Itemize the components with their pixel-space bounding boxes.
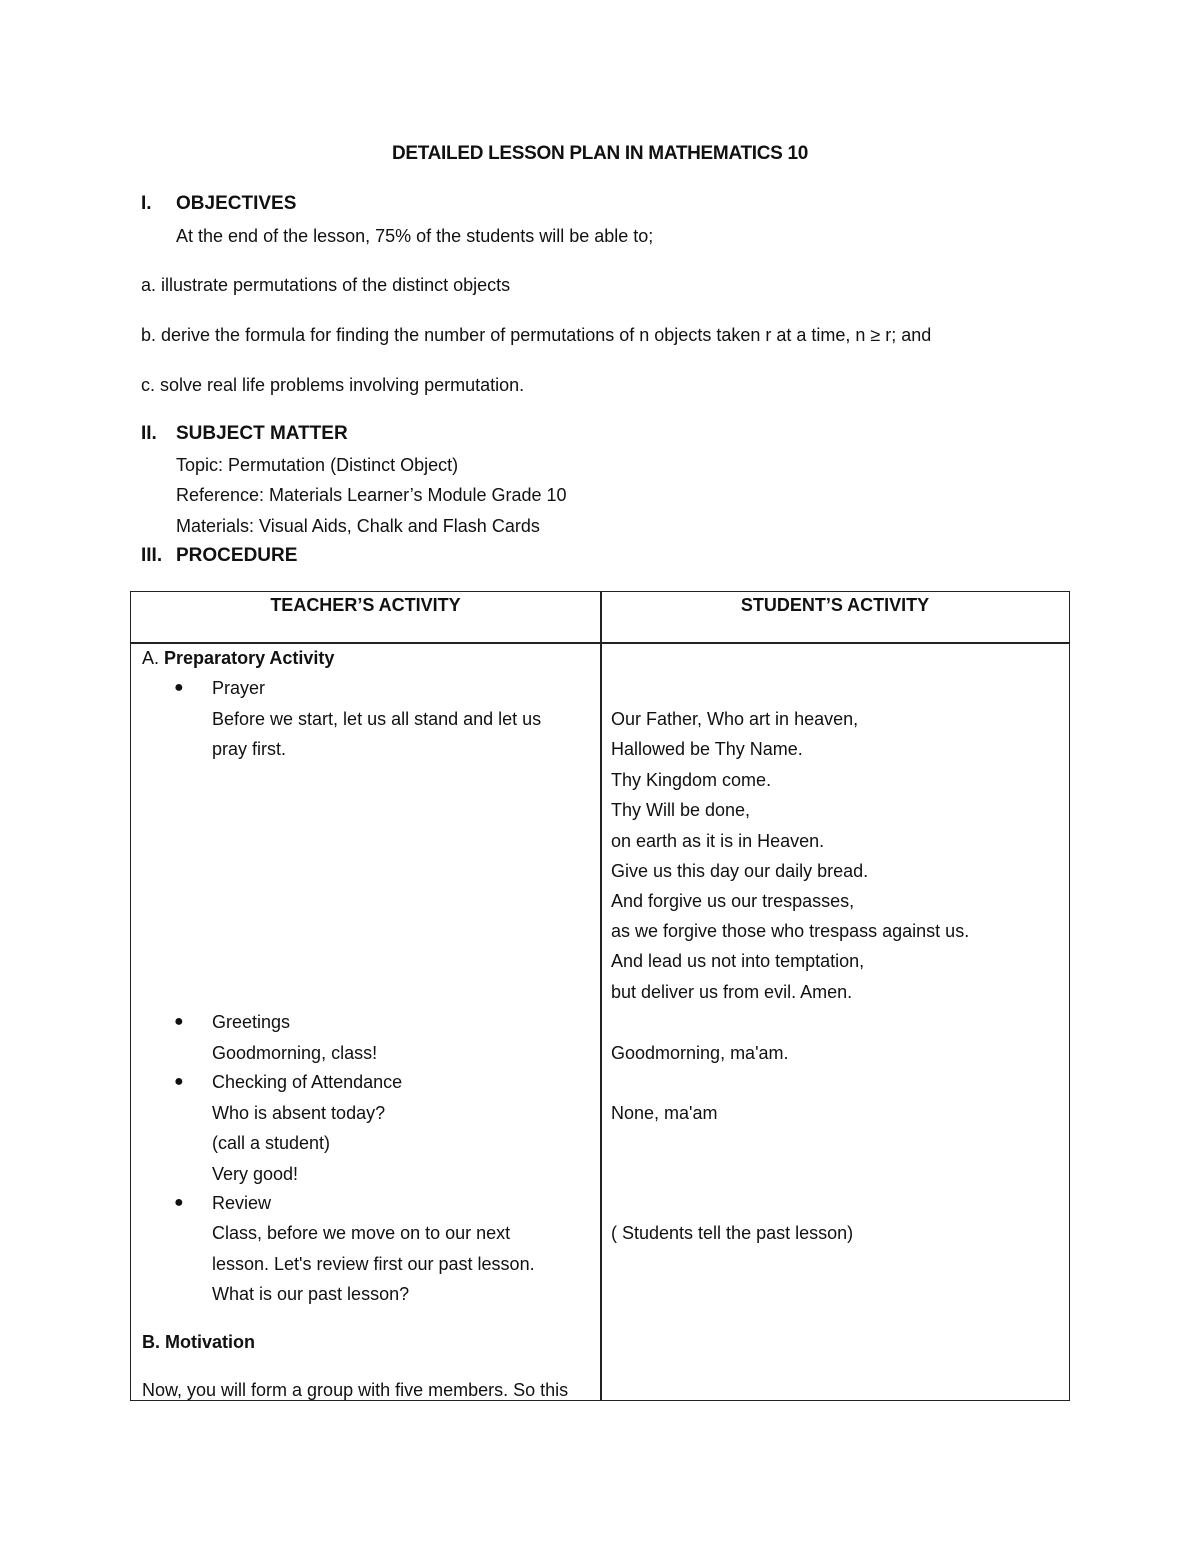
student-line: And lead us not into temptation,: [611, 951, 865, 971]
procedure-table: [130, 591, 1070, 1401]
section-heading-subject-matter: SUBJECT MATTER: [176, 423, 348, 444]
teacher-line: Class, before we move on to our next: [212, 1223, 511, 1243]
section-heading-objectives: OBJECTIVES: [176, 193, 297, 214]
student-line: And forgive us our trespasses,: [611, 891, 855, 911]
table-header-divider: [131, 642, 1069, 644]
activity-label-review: Review: [212, 1193, 272, 1213]
section-b-heading: B. Motivation: [142, 1332, 255, 1352]
objective-item: c. solve real life problems involving permutation.: [141, 375, 525, 395]
student-line: Hallowed be Thy Name.: [611, 739, 803, 759]
student-line: Thy Will be done,: [611, 800, 751, 820]
student-line: on earth as it is in Heaven.: [611, 831, 825, 851]
subject-reference: Reference: Materials Learner’s Module Grade 10: [176, 485, 567, 505]
teacher-line: Very good!: [212, 1164, 299, 1184]
teacher-line: lesson. Let's review first our past lesson.: [212, 1254, 535, 1274]
section-a-prefix: A.: [142, 648, 160, 668]
student-line: Give us this day our daily bread.: [611, 861, 869, 881]
objectives-intro: At the end of the lesson, 75% of the students will be able to;: [176, 226, 654, 246]
activity-label-attendance: Checking of Attendance: [212, 1072, 403, 1092]
section-a-title: Preparatory Activity: [164, 648, 335, 668]
student-line: Our Father, Who art in heaven,: [611, 709, 859, 729]
section-a-heading: [142, 648, 334, 669]
student-line: ( Students tell the past lesson): [611, 1223, 854, 1243]
objective-item: b. derive the formula for finding the number of permutations of n objects taken r at a time, n ≥ r; and: [141, 325, 932, 345]
activity-label-prayer: Prayer: [212, 678, 266, 698]
teacher-line: What is our past lesson?: [212, 1284, 410, 1304]
section-numeral-subject-matter: II.: [141, 423, 157, 444]
bullet-icon: ●: [174, 1013, 184, 1030]
teacher-line: Who is absent today?: [212, 1103, 386, 1123]
teacher-line: Goodmorning, class!: [212, 1043, 378, 1063]
bullet-icon: ●: [174, 1194, 184, 1211]
student-line: None, ma'am: [611, 1103, 718, 1123]
subject-materials: Materials: Visual Aids, Chalk and Flash Cards: [176, 516, 540, 536]
page-title: DETAILED LESSON PLAN IN MATHEMATICS 10: [391, 143, 809, 164]
objective-item: a. illustrate permutations of the distinct objects: [141, 275, 511, 295]
teacher-line: pray first.: [212, 739, 287, 759]
student-line: as we forgive those who trespass against us.: [611, 921, 970, 941]
teacher-line: (call a student): [212, 1133, 331, 1153]
table-column-divider: [600, 592, 602, 1400]
section-numeral-procedure: III.: [141, 545, 163, 566]
section-numeral-objectives: I.: [141, 193, 152, 214]
motivation-text: Now, you will form a group with five members. So this: [142, 1380, 569, 1400]
student-activity-header: STUDENT’S ACTIVITY: [740, 595, 930, 615]
subject-topic: Topic: Permutation (Distinct Object): [176, 455, 459, 475]
bullet-icon: ●: [174, 679, 184, 696]
teacher-activity-header: TEACHER’S ACTIVITY: [270, 595, 461, 615]
activity-label-greetings: Greetings: [212, 1012, 291, 1032]
section-heading-procedure: PROCEDURE: [176, 545, 298, 566]
bullet-icon: ●: [174, 1073, 184, 1090]
student-line: Thy Kingdom come.: [611, 770, 772, 790]
teacher-line: Before we start, let us all stand and let us: [212, 709, 542, 729]
student-line: Goodmorning, ma'am.: [611, 1043, 789, 1063]
student-line: but deliver us from evil. Amen.: [611, 982, 853, 1002]
